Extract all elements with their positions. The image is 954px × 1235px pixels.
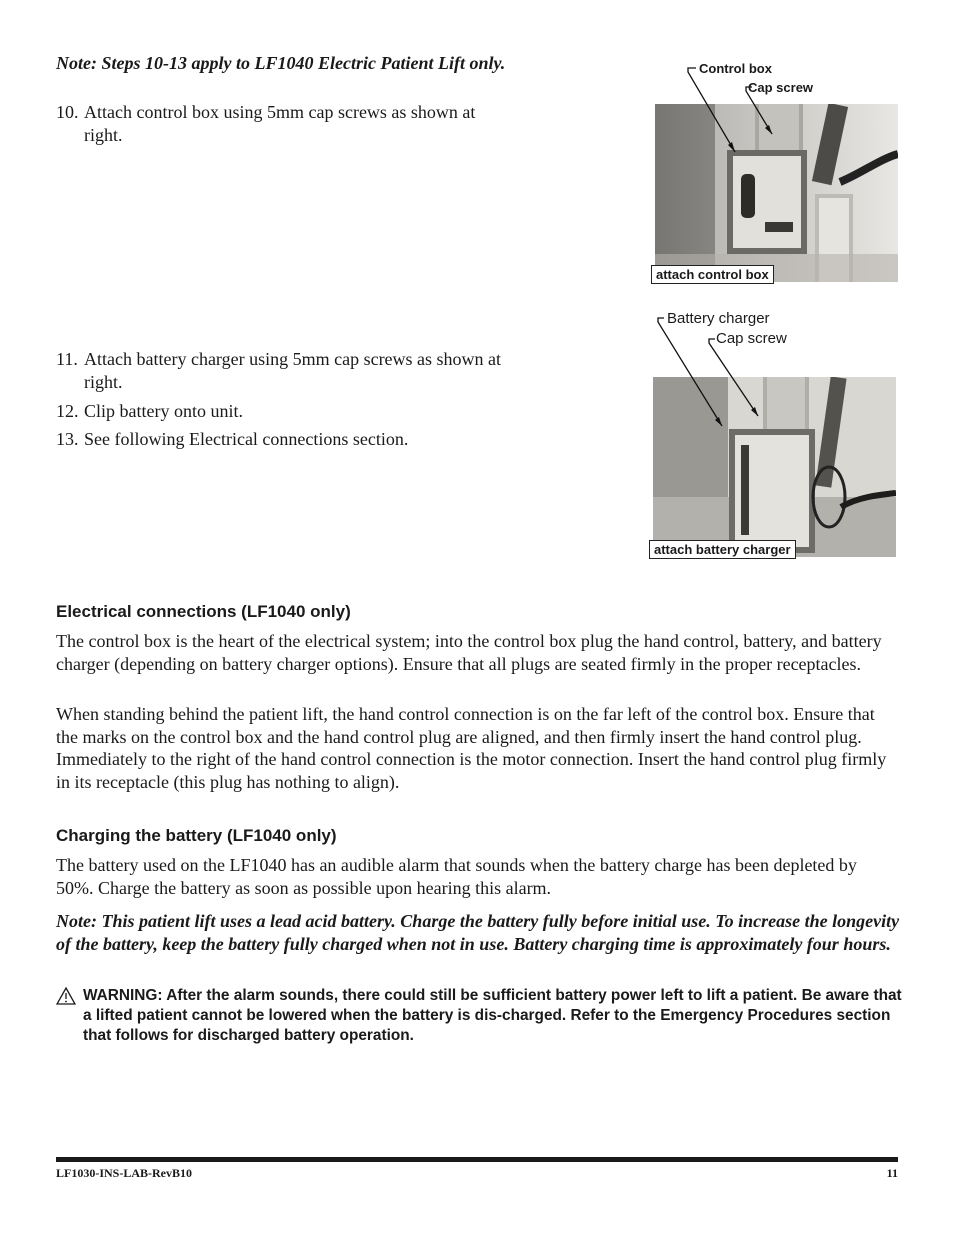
step-number: 11. — [56, 349, 78, 369]
charging-paragraph: The battery used on the LF1040 has an audible alarm that sounds when the battery charge has been depleted by 50%. Charge the battery as soon as possible upon hearing this alarm. — [56, 855, 857, 898]
step-text: See following Electrical connections section. — [84, 429, 409, 449]
step-11 — [56, 348, 504, 394]
callout-cap-screw: Cap screw — [716, 330, 787, 347]
step-number: 13. — [56, 429, 79, 449]
step-text: Clip battery onto unit. — [84, 401, 243, 421]
caption-attach-control-box: attach control box — [651, 265, 774, 284]
step-text: Attach control box using 5mm cap screws as shown at right. — [84, 102, 476, 145]
callout-control-box: Control box — [699, 61, 772, 76]
note-steps-scope: Note: Steps 10-13 apply to LF1040 Electric Patient Lift only. — [56, 53, 506, 73]
step-number: 12. — [56, 401, 79, 421]
electrical-paragraph-2: When standing behind the patient lift, the hand control connection is on the far left of the control box. Ensure that the marks on the control box and the hand control plug are aligned, and then firmly insert the hand control plug. Immediately to the right of the hand control connection is the motor connection. Insert the hand control plug firmly in its receptacle (this plug has nothing to align). — [56, 704, 887, 792]
charging-note: Note: This patient lift uses a lead acid battery. Charge the battery fully before initial use. To increase the longevity of the battery, keep the battery fully charged when not in use. Battery charging time is approximately four hours. — [56, 911, 900, 954]
heading-electrical-connections: Electrical connections (LF1040 only) — [56, 602, 351, 621]
step-13 — [56, 428, 504, 451]
callout-cap-screw: Cap screw — [748, 80, 814, 95]
control-box-leader-lines — [640, 60, 780, 180]
step-10 — [56, 101, 504, 147]
footer-rule — [56, 1157, 898, 1162]
caption-attach-battery-charger: attach battery charger — [649, 540, 796, 559]
footer-page-number: 11 — [886, 1166, 898, 1180]
step-12 — [56, 400, 504, 423]
heading-charging-battery: Charging the battery (LF1040 only) — [56, 826, 337, 845]
step-number: 10. — [56, 102, 79, 122]
step-text: Attach battery charger using 5mm cap screws as shown at right. — [84, 349, 502, 392]
warning-text: WARNING: After the alarm sounds, there could still be sufficient battery power left to lift a patient. Be aware that a lifted patient cannot be lowered when the battery is dis-charged. Refer to the Emergency Procedures section that follows for discharged battery operation. — [83, 987, 902, 1044]
callout-battery-charger: Battery charger — [667, 310, 770, 327]
footer-doc-id: LF1030-INS-LAB-RevB10 — [56, 1166, 193, 1180]
warning-triangle-icon — [56, 987, 76, 1005]
electrical-paragraph-1: The control box is the heart of the electrical system; into the control box plug the hand control, battery, and battery charger (depending on battery charger options). Ensure that all plugs are seated firmly in the proper receptacles. — [56, 631, 882, 674]
